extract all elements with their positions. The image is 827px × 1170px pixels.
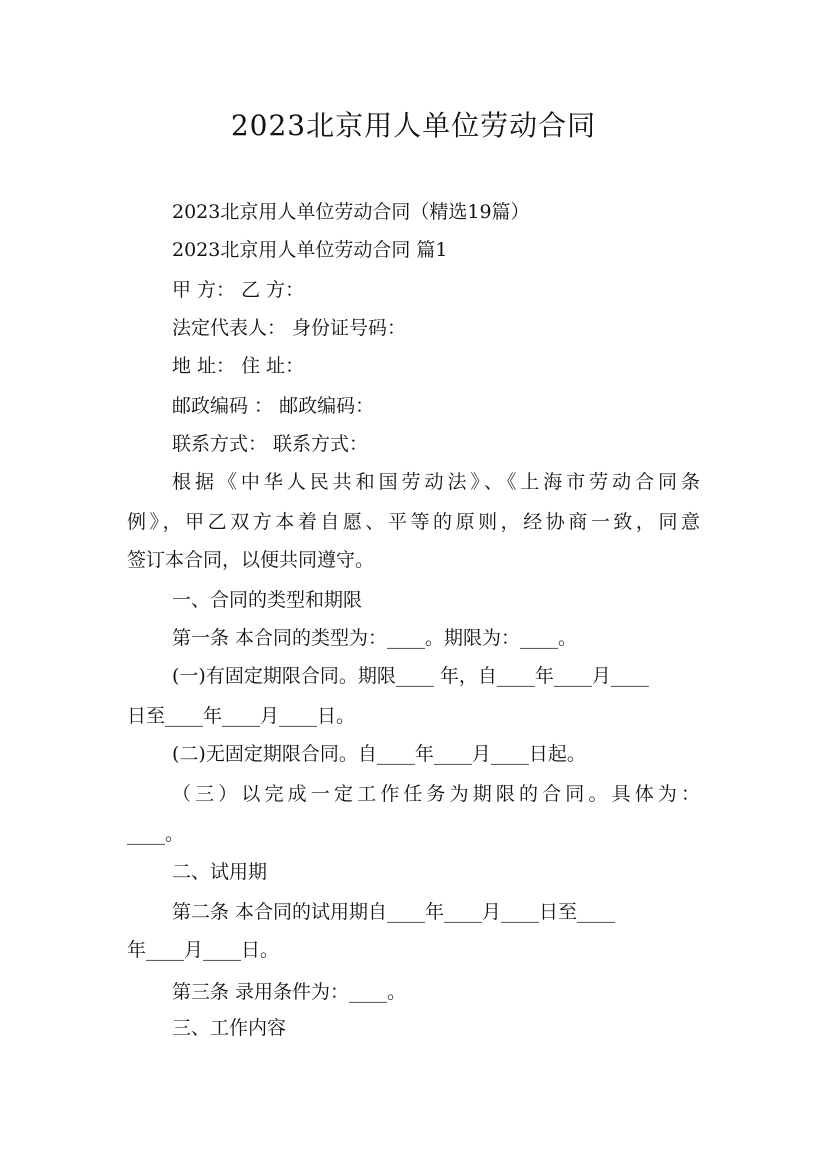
section-heading: 一、合同的类型和期限 xyxy=(172,589,363,611)
paragraph-line: 签订本合同，以便共同遵守。 xyxy=(127,549,375,571)
party-line: 甲 方： 乙 方： xyxy=(172,279,305,301)
section-heading: 2023北京用人单位劳动合同 篇1 xyxy=(172,239,448,261)
paragraph-line: 例》，甲乙双方本着自愿、平等的原则，经协商一致，同意 xyxy=(127,511,700,533)
contact-line: 联系方式： 联系方式： xyxy=(172,433,369,455)
section-heading: 二、试用期 xyxy=(172,861,268,883)
clause-line: 日至____年____月____日。 xyxy=(127,705,356,727)
representative-line: 法定代表人： 身份证号码： xyxy=(172,317,407,339)
section-heading: 三、工作内容 xyxy=(172,1017,287,1039)
clause-line: 年____月____日。 xyxy=(127,939,280,961)
clause-line: 第二条 本合同的试用期自____年____月____日至____ xyxy=(172,901,616,923)
postal-code-line: 邮政编码 ： 邮政编码： xyxy=(172,395,375,417)
clause-line: (一)有固定期限合同。期限____ 年，自____年____月____ xyxy=(172,665,649,687)
clause-line: ____。 xyxy=(127,823,185,845)
clause-line: 第一条 本合同的类型为：____。期限为：____。 xyxy=(172,627,578,649)
clause-line: 第三条 录用条件为：____。 xyxy=(172,981,407,1003)
clause-line: (二)无固定期限合同。自____年____月____日起。 xyxy=(172,743,586,765)
page-title: 2023北京用人单位劳动合同 xyxy=(230,109,597,142)
address-line: 地 址： 住 址： xyxy=(172,355,305,377)
paragraph-line: 根据《中华人民共和国劳动法》、《上海市劳动合同条 xyxy=(172,471,700,493)
subtitle-line: 2023北京用人单位劳动合同（精选19篇） xyxy=(172,201,530,223)
clause-line: （三）以完成一定工作任务为期限的合同。具体为： xyxy=(172,783,700,805)
